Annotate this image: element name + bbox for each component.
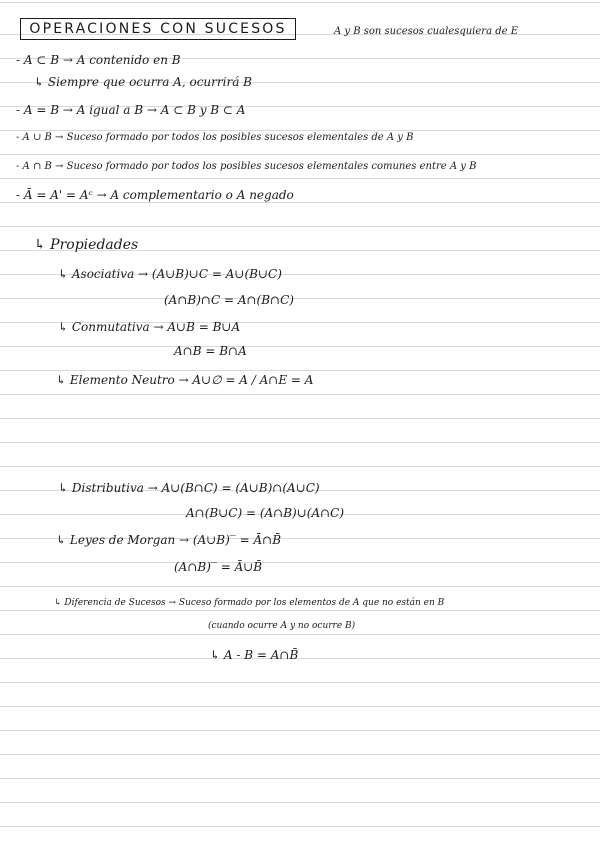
prop-difference-note: (cuando ocurre A y no ocurre B) xyxy=(208,621,356,631)
def-inclusion: - A ⊂ B → A contenido en B xyxy=(16,53,181,67)
prop-neutral: ↳ Elemento Neutro → A∪∅ = A / A∩E = A xyxy=(56,373,314,387)
def-complement: - Ā = A' = Aᶜ → A complementario o A negado xyxy=(16,188,294,202)
prop-distributive-2: A∩(B∪C) = (A∩B)∪(A∩C) xyxy=(186,506,345,520)
def-equality: - A = B → A igual a B → A ⊂ B y B ⊂ A xyxy=(16,103,246,117)
properties-heading: ↳ Propiedades xyxy=(34,237,139,253)
prop-difference-formula: ↳ A - B = A∩B̄ xyxy=(210,648,299,662)
prop-morgan-2: (A∩B)‾ = Ā∪B̄ xyxy=(174,560,263,574)
prop-distributive-1: ↳ Distributiva → A∪(B∩C) = (A∪B)∩(A∪C) xyxy=(58,481,320,495)
def-union: - A ∪ B → Suceso formado por todos los posibles sucesos elementales de A y B xyxy=(16,132,414,143)
header-note: A y B son sucesos cualesquiera de E xyxy=(334,26,519,37)
page-title: OPERACIONES CON SUCESOS xyxy=(29,21,287,37)
def-inclusion-note: ↳ Siempre que ocurra A, ocurrirá B xyxy=(34,75,252,89)
title-box xyxy=(20,18,296,40)
prop-associative-2: (A∩B)∩C = A∩(B∩C) xyxy=(164,293,294,307)
def-intersection: - A ∩ B → Suceso formado por todos los posibles sucesos elementales comunes entre A y B xyxy=(16,161,477,172)
prop-commutative-2: A∩B = B∩A xyxy=(174,344,247,358)
prop-difference: ↳ Diferencia de Sucesos → Suceso formado por los elementos de A que no están en B xyxy=(54,598,445,608)
prop-morgan-1: ↳ Leyes de Morgan → (A∪B)‾ = Ā∩B̄ xyxy=(56,533,282,547)
prop-commutative-1: ↳ Conmutativa → A∪B = B∪A xyxy=(58,320,241,334)
prop-associative-1: ↳ Asociativa → (A∪B)∪C = A∪(B∪C) xyxy=(58,267,282,281)
